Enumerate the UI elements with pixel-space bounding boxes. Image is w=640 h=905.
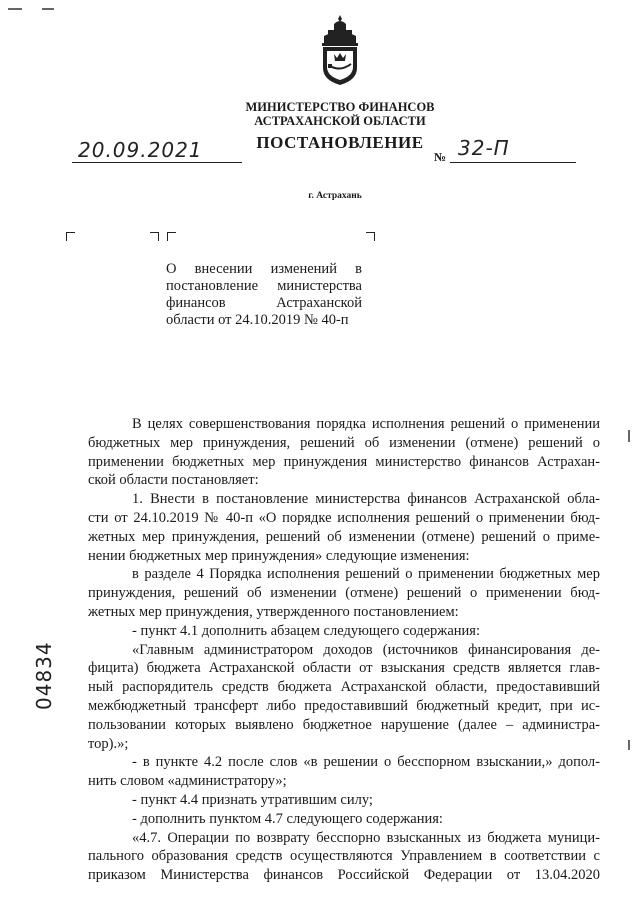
subject-line: постановление министерства <box>166 278 362 294</box>
margin-registration-stamp: 04834 <box>32 641 56 710</box>
body-line: жетных мер принуждения, решений об изменении (отмене) решений о приме- <box>88 528 600 545</box>
decree-body <box>88 415 600 885</box>
body-line: - дополнить пунктом 4.7 следующего содержания: <box>132 810 443 827</box>
body-line: - в пункте 4.2 после слов «в решении о бесспорном взыскании,» допол- <box>132 754 600 771</box>
body-line: сти от 24.10.2019 № 40-п «О порядке исполнения решений о применении бюд- <box>88 509 600 526</box>
decree-subject <box>166 261 362 329</box>
body-line: принуждения, решений об изменении (отмене) решений о применении бюд- <box>88 585 600 602</box>
body-line: 1. Внести в постановление министерства финансов Астраханской обла- <box>132 491 600 508</box>
ministry-name-line1: МИНИСТЕРСТВО ФИНАНСОВ <box>245 100 435 114</box>
handwritten-date: 20.09.2021 <box>78 138 203 162</box>
number-underline <box>450 162 576 163</box>
handwritten-number: 32-П <box>458 136 510 160</box>
ministry-name <box>180 100 500 128</box>
body-line: В целях совершенствования порядка исполнения решений о применении <box>132 416 600 432</box>
corner-mark-top-right-left-block <box>150 232 159 241</box>
scan-mark <box>628 430 630 442</box>
body-line: в разделе 4 Порядка исполнения решений о применении бюджетных мер <box>132 566 600 583</box>
body-line: жетных мер принуждения, утвержденного постановлением: <box>88 603 459 620</box>
subject-line: области от 24.10.2019 № 40-п <box>166 312 349 328</box>
body-line: пального образования средств осуществляются Управлением в соответствии с <box>88 848 600 865</box>
corner-mark-subject-top-left <box>167 232 176 241</box>
body-line: - пункт 4.1 дополнить абзацем следующего содержания: <box>132 622 480 639</box>
body-line: нении бюджетных мер принуждения» следующие изменения: <box>88 547 470 564</box>
corner-mark-top-left <box>66 232 75 241</box>
subject-line: финансов Астраханской <box>166 295 362 311</box>
body-line: ный распорядитель средств бюджета Астраханской области, предоставивший <box>88 679 600 696</box>
body-line: «Главным администратором доходов (источников финансирования де- <box>132 641 600 658</box>
scan-mark <box>8 8 22 10</box>
date-underline <box>72 162 242 163</box>
coat-of-arms-emblem <box>318 14 362 86</box>
body-line: межбюджетный трансферт либо предоставивший бюджетный кредит, при ис- <box>88 697 600 714</box>
body-line: приказом Министерства финансов Российской Федерации от 13.04.2020 <box>88 867 600 884</box>
body-line: применении бюджетных мер принуждения министерство финансов Астрахан- <box>88 453 600 470</box>
scan-mark <box>42 8 54 10</box>
body-line: нить словом «администратору»; <box>88 773 287 790</box>
corner-mark-subject-top-right <box>366 232 375 241</box>
document-type-title: ПОСТАНОВЛЕНИЕ <box>256 133 424 152</box>
city-label: г. Астрахань <box>308 191 362 201</box>
body-line: - пункт 4.4 признать утратившим силу; <box>132 791 373 808</box>
body-line: фицита) бюджета Астраханской области от взыскания средств является глав- <box>88 660 600 677</box>
body-line: пользовании которых выявлено бюджетное нарушение (далее – администра- <box>88 716 600 733</box>
body-line: бюджетных мер принуждения, решений об изменении (отмене) решений о <box>88 434 600 451</box>
scan-mark <box>628 740 630 750</box>
body-line: «4.7. Операции по возврату бесспорно взысканных из бюджета муници- <box>132 829 600 846</box>
body-line: тор).»; <box>88 735 129 752</box>
body-line: ской области постановляет: <box>88 472 259 489</box>
number-label: № <box>434 150 447 164</box>
ministry-name-line2: АСТРАХАНСКОЙ ОБЛАСТИ <box>254 114 426 128</box>
subject-line: О внесении изменений в <box>166 261 362 277</box>
